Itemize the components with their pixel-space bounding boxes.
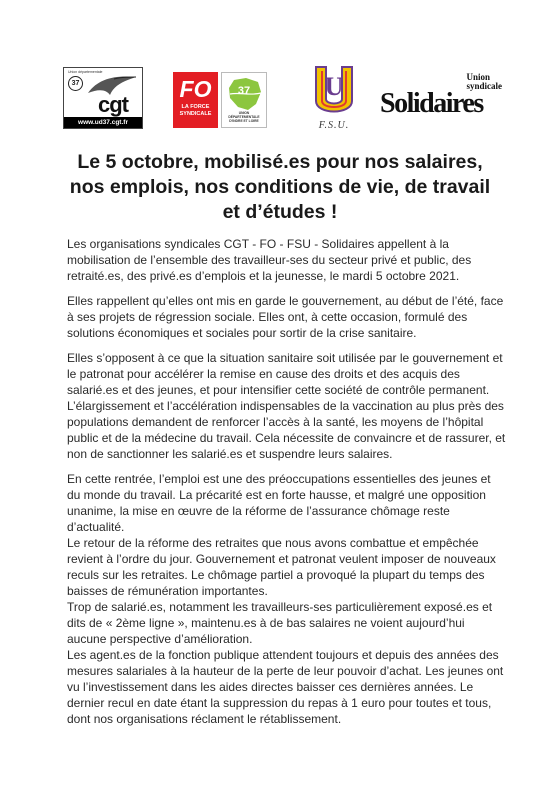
fo-mark: FO [179, 76, 212, 102]
cgt-number: 37 [68, 76, 83, 91]
fo-line2: SYNDICALE [179, 111, 212, 117]
solidaires-mark: Solidaires [380, 88, 483, 119]
fsu-label: F.S.U. [318, 120, 350, 131]
solidaires-union-line1: Union [466, 72, 490, 82]
cgt-logo [63, 67, 143, 129]
cgt-mark: cgt [98, 92, 128, 117]
fsu-u-icon [312, 65, 356, 119]
paragraph: Elles s’opposent à ce que la situation sanitaire soit utilisée par le gouvernement et le patronat pour accélérer la remise en cause des droits et des acquis des salarié.es et des jeunes, et pour intensifier cette société de contrôle permanent. L’élargissement et l’accélération indispensables de la vaccination au plus près des populations demandent de renforcer l’accès à la santé, les moyens de l’hôpital public et de la médecine du travail. Cela nécessite de convaincre et de rassurer, et non de sanctionner les salarié.es et suspendre leurs salaires. [67, 351, 506, 461]
paragraph: Les organisations syndicales CGT - FO - FSU - Solidaires appellent à la mobilisation de l’ensemble des travailleur-ses du secteur privé et public, des retraité.es, des privé.es d’emplois et la jeunesse, le mardi 5 octobre 2021. [67, 237, 472, 283]
paragraph: En cette rentrée, l’emploi est une des préoccupations essentielles des jeunes et du monde du travail. La précarité est en forte hausse, et malgré une opposition unanime, la mise en œuvre de la réforme de l’assurance chômage reste d’actualité. [67, 472, 491, 534]
ud37-number: 37 [237, 85, 251, 97]
document-body [67, 236, 507, 727]
cgt-top-text: Union départementale [68, 70, 103, 74]
paragraph: Trop de salarié.es, notamment les travailleurs-ses particulièrement exposé.es et dits de « 2ème ligne », maintenu.es à de bas salaires ne voient aujourd’hui aucune perspective d’amélioration. [67, 600, 493, 646]
fsu-logo [309, 65, 359, 131]
paragraph: Elles rappellent qu’elles ont mis en garde le gouvernement, au début de l’été, face à ses projets de régression sociale. Elles ont, à cette occasion, formulé des solutions économiques et sociales pour sortir de la crise sanitaire. [67, 294, 504, 340]
solidaires-logo [380, 66, 504, 122]
cgt-url: www.ud37.cgt.fr [64, 117, 142, 128]
solidaires-union-line2: syndicale [466, 81, 502, 91]
fsu-mark: U [324, 72, 344, 101]
fo-line1: LA FORCE [181, 104, 210, 110]
paragraph: Les agent.es de la fonction publique attendent toujours et depuis des années des mesures salariales à la hauteur de la perte de leur pouvoir d’achat. Les jeunes ont vu l’investissement dans les aides directes baisser ces dernières années. Le dernier recul en date étant la suppression du repas à 1 euro pour toutes et tous, dont nos organisations réclament le rétablissement. [67, 648, 504, 726]
paragraph: Le retour de la réforme des retraites que nous avons combattue et empêchée revient à l’ordre du jour. Gouvernement et patronat veulent imposer de nouveaux reculs sur les retraites. Le chômage partiel a provoqué la plupart du temps des baisses de rémunération importantes. [67, 536, 496, 598]
ud37-caption [223, 111, 265, 123]
ud37-line1: UNION DÉPARTEMENTALE [228, 111, 260, 119]
fo-logo [173, 72, 218, 128]
ud37-line2: D'INDRE ET LOIRE [229, 119, 259, 123]
ud37-logo [221, 72, 267, 128]
page-title: Le 5 octobre, mobilisé.es pour nos salaires, nos emplois, nos conditions de vie, de travail et d’études ! [69, 151, 491, 223]
